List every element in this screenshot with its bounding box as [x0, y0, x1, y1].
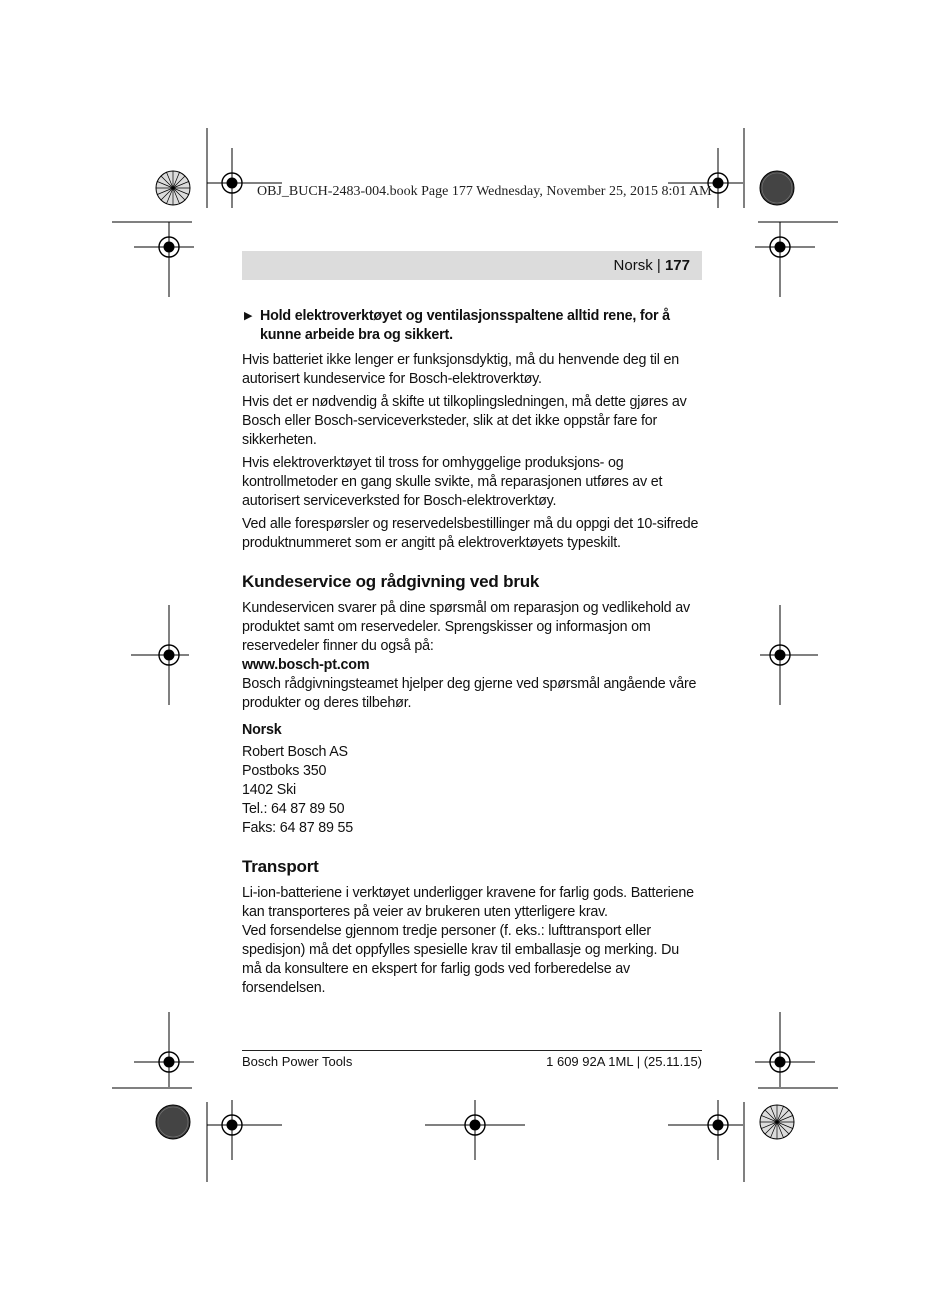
transport-paragraph-2: Ved forsendelse gjennom tredje personer (f. eks.: lufttransport eller spedisjon) må det oppfylles spesielle krav til emballasje og merking. Du må da konsultere en ekspert for farlig gods ved forberedelse av forsendelsen.: [242, 923, 679, 996]
address-city: 1402 Ski: [242, 782, 297, 798]
page-header: [242, 251, 702, 280]
address-postbox: Postboks 350: [242, 763, 327, 779]
transport-heading: Transport: [242, 857, 319, 876]
address-block: [242, 721, 702, 838]
page-number: 177: [664, 257, 690, 274]
bullet-text: Hold elektroverktøyet og ventilasjonsspaltene alltid rene, for å kunne arbeide bra og sikkert.: [260, 308, 670, 343]
file-slug: OBJ_BUCH-2483-004.book Page 177 Wednesday, November 25, 2015 8:01 AM: [257, 184, 712, 199]
safety-bullet: [242, 307, 702, 345]
footer-left: Bosch Power Tools: [242, 1054, 353, 1069]
address-country: Norsk: [242, 722, 282, 738]
address-tel: Tel.: 64 87 89 50: [242, 801, 345, 817]
address-company: Robert Bosch AS: [242, 744, 348, 760]
header-language: Norsk: [613, 257, 653, 274]
paragraph-cable: Hvis det er nødvendig å skifte ut tilkoplingsledningen, må dette gjøres av Bosch eller Bosch-serviceverksteder, slik at det ikke oppstår fare for sikkerheten.: [242, 394, 687, 448]
bullet-triangle-icon: ▶: [244, 310, 253, 322]
page-footer: [242, 1050, 702, 1069]
header-text: [614, 257, 690, 274]
main-content: [242, 307, 702, 998]
header-separator: |: [656, 257, 661, 274]
paragraph-battery: Hvis batteriet ikke lenger er funksjonsdyktig, må du henvende deg til en autorisert kundeservice for Bosch-elektroverktøy.: [242, 352, 679, 387]
service-url: www.bosch-pt.com: [242, 657, 370, 673]
paragraph-spare-parts: Ved alle forespørsler og reservedelsbestillinger må du oppgi det 10-sifrede produktnummeret som er angitt på elektroverktøyets typeskilt.: [242, 516, 699, 551]
service-advice: Bosch rådgivningsteamet hjelper deg gjerne ved spørsmål angående våre produkter og deres tilbehør.: [242, 676, 697, 711]
paragraph-repair: Hvis elektroverktøyet til tross for omhyggelige produksjons- og kontrollmetoder en gang skulle svikte, må reparasjonen utføres av et autorisert serviceverksted for Bosch-elektroverktøy.: [242, 455, 663, 509]
service-heading: Kundeservice og rådgivning ved bruk: [242, 572, 540, 591]
service-text: Kundeservicen svarer på dine spørsmål om reparasjon og vedlikehold av produktet samt om reservedeler. Sprengskisser og informasjon om reservedeler finner du også på:: [242, 600, 690, 654]
footer-right: 1 609 92A 1ML | (25.11.15): [546, 1054, 702, 1069]
address-fax: Faks: 64 87 89 55: [242, 820, 354, 836]
transport-paragraph-1: Li-ion-batteriene i verktøyet underligger kravene for farlig gods. Batteriene kan transporteres på veier av brukeren uten ytterligere krav.: [242, 885, 694, 920]
